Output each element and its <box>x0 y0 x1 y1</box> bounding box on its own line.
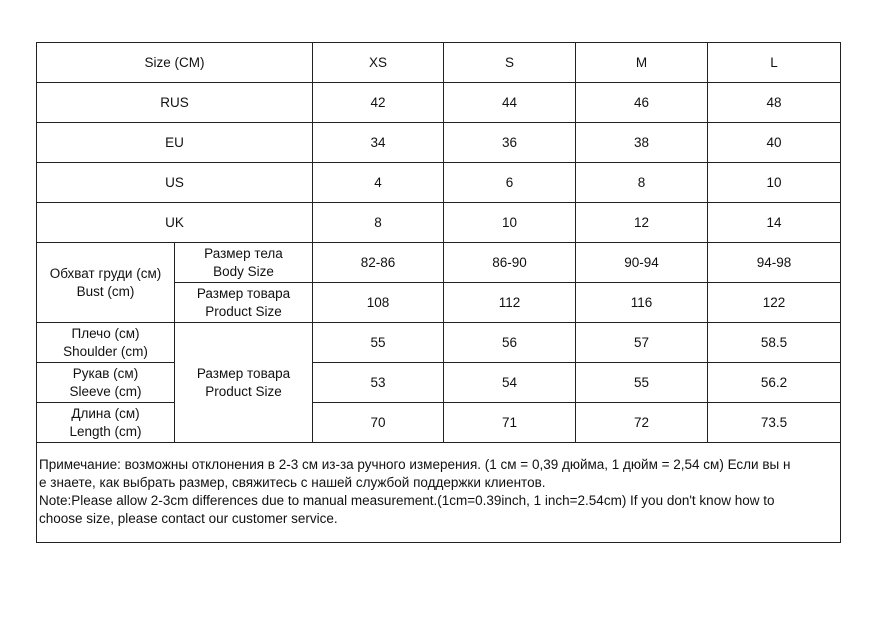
garment-product-size-label-cell <box>175 323 313 443</box>
table-cell: 70 <box>313 403 444 443</box>
table-cell: 108 <box>313 283 444 323</box>
table-cell: 36 <box>444 123 576 163</box>
note-line: choose size, please contact our customer service. <box>39 511 338 526</box>
size-chart-table <box>36 42 841 543</box>
table-cell: 44 <box>444 83 576 123</box>
size-l-header: L <box>708 43 841 83</box>
uk-row <box>37 203 841 243</box>
table-cell: 116 <box>576 283 708 323</box>
table-cell: 90-94 <box>576 243 708 283</box>
garment-product-size-ru: Размер товара <box>196 365 291 381</box>
sleeve-label-cell <box>37 363 175 403</box>
table-cell: 8 <box>576 163 708 203</box>
size-xs-header: XS <box>313 43 444 83</box>
body-size-label-en: Body Size <box>213 263 274 279</box>
table-cell: 73.5 <box>708 403 841 443</box>
size-m-header: M <box>576 43 708 83</box>
note-line: Примечание: возможны отклонения в 2-3 см из-за ручного измерения. (1 см = 0,39 дюйма, 1 дюйм = 2,54 см) Если вы н <box>39 457 791 472</box>
eu-row <box>37 123 841 163</box>
table-cell: 58.5 <box>708 323 841 363</box>
garment-product-size-en: Product Size <box>205 383 282 399</box>
table-cell: 6 <box>444 163 576 203</box>
table-cell: 10 <box>708 163 841 203</box>
product-size-label-en: Product Size <box>205 303 282 319</box>
sleeve-row <box>37 363 841 403</box>
table-cell: 57 <box>576 323 708 363</box>
table-cell: 10 <box>444 203 576 243</box>
row-label: UK <box>37 203 313 243</box>
shoulder-label-ru: Плечо (см) <box>71 325 140 341</box>
length-label-ru: Длина (см) <box>71 405 140 421</box>
bust-label-en: Bust (cm) <box>76 283 135 299</box>
table-cell: 56 <box>444 323 576 363</box>
body-size-label-cell <box>175 243 313 283</box>
us-row <box>37 163 841 203</box>
table-cell: 42 <box>313 83 444 123</box>
table-cell: 40 <box>708 123 841 163</box>
table-cell: 8 <box>313 203 444 243</box>
table-cell: 112 <box>444 283 576 323</box>
bust-label-cell <box>37 243 175 323</box>
table-cell: 4 <box>313 163 444 203</box>
table-cell: 14 <box>708 203 841 243</box>
table-cell: 56.2 <box>708 363 841 403</box>
table-cell: 94-98 <box>708 243 841 283</box>
body-size-label-ru: Размер тела <box>204 245 283 261</box>
sleeve-label-ru: Рукав (см) <box>72 365 139 381</box>
note-row <box>37 443 841 543</box>
table-cell: 54 <box>444 363 576 403</box>
table-cell: 55 <box>313 323 444 363</box>
table-cell: 72 <box>576 403 708 443</box>
product-size-label-ru: Размер товара <box>196 285 291 301</box>
shoulder-row <box>37 323 841 363</box>
product-size-label-cell <box>175 283 313 323</box>
row-label: RUS <box>37 83 313 123</box>
table-cell: 53 <box>313 363 444 403</box>
length-label-en: Length (cm) <box>69 423 142 439</box>
sleeve-label-en: Sleeve (cm) <box>69 383 142 399</box>
table-cell: 122 <box>708 283 841 323</box>
shoulder-label-cell <box>37 323 175 363</box>
table-cell: 12 <box>576 203 708 243</box>
table-cell: 86-90 <box>444 243 576 283</box>
shoulder-label-en: Shoulder (cm) <box>63 343 148 359</box>
table-cell: 34 <box>313 123 444 163</box>
header-label-cell: Size (CM) <box>37 43 313 83</box>
size-s-header: S <box>444 43 576 83</box>
table-cell: 55 <box>576 363 708 403</box>
length-label-cell <box>37 403 175 443</box>
note-line: Note:Please allow 2-3cm differences due to manual measurement.(1cm=0.39inch, 1 inch=2.54cm) If you don't know how to <box>39 493 775 508</box>
bust-label-ru: Обхват груди (см) <box>49 265 162 281</box>
length-row <box>37 403 841 443</box>
table-cell: 71 <box>444 403 576 443</box>
header-row <box>37 43 841 83</box>
table-cell: 82-86 <box>313 243 444 283</box>
table-cell: 48 <box>708 83 841 123</box>
row-label: US <box>37 163 313 203</box>
rus-row <box>37 83 841 123</box>
note-cell <box>37 443 841 543</box>
row-label: EU <box>37 123 313 163</box>
table-cell: 46 <box>576 83 708 123</box>
note-line: е знаете, как выбрать размер, свяжитесь с нашей службой поддержки клиентов. <box>39 475 546 490</box>
table-cell: 38 <box>576 123 708 163</box>
bust-body-size-row <box>37 243 841 283</box>
